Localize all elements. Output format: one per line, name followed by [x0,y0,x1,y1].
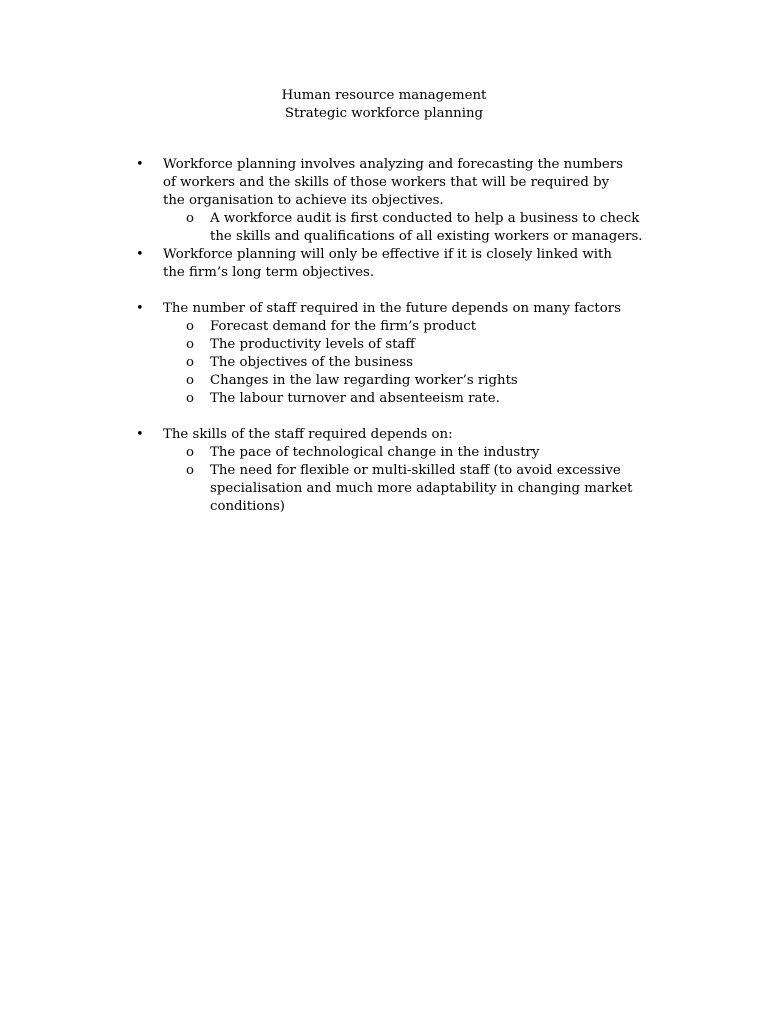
sub-item [0,336,650,354]
sub-text: The productivity levels of staff [210,337,415,352]
sub-marker: o [186,319,195,334]
spacer [0,408,768,426]
sub-item [0,390,650,408]
sub-text: The pace of technological change in the industry [210,445,540,460]
sub-text: Forecast demand for the firm’s product [210,319,477,334]
sub-item [0,210,650,246]
sub-marker: o [186,445,195,460]
sub-item [0,444,650,462]
spacer [0,282,768,300]
bullet-text: Workforce planning will only be effective if it is closely linked with the firm’s long term objectives. [163,247,612,280]
document-subtitle: Strategic workforce planning [284,106,484,121]
sub-marker: o [186,337,195,352]
bullet-marker: • [136,427,144,442]
bullet-item [0,246,633,282]
sub-marker: o [186,463,195,478]
bullet-item [0,426,633,444]
sub-item [0,462,650,516]
sub-text: The objectives of the business [210,355,413,370]
bullet-item [0,156,633,210]
sub-text: Changes in the law regarding worker’s rights [210,373,518,388]
bullet-marker: • [136,247,144,262]
sub-marker: o [186,391,195,406]
sub-item [0,372,650,390]
sub-item [0,318,650,336]
bullet-marker: • [136,301,144,316]
bullet-marker: • [136,157,144,172]
bullet-text: Workforce planning involves analyzing and forecasting the numbers of workers and the skills of those workers that will be required by the organisation to achieve its objectives. [163,157,623,208]
bullet-text: The number of staff required in the future depends on many factors [163,301,621,316]
bullet-text: The skills of the staff required depends on: [163,427,453,442]
sub-marker: o [186,373,195,388]
sub-marker: o [186,211,195,226]
sub-text: A workforce audit is first conducted to help a business to check the skills and qualifications of all existing workers or managers. [210,211,643,244]
bullet-item [0,300,633,318]
document-title: Human resource management [281,88,487,103]
sub-text: The need for flexible or multi-skilled staff (to avoid excessive specialisation and much more adaptability in changing market conditions) [210,463,633,514]
sub-marker: o [186,355,195,370]
document-body [0,156,768,516]
sub-text: The labour turnover and absenteeism rate. [210,391,500,406]
document-header [0,87,768,123]
sub-item [0,354,650,372]
